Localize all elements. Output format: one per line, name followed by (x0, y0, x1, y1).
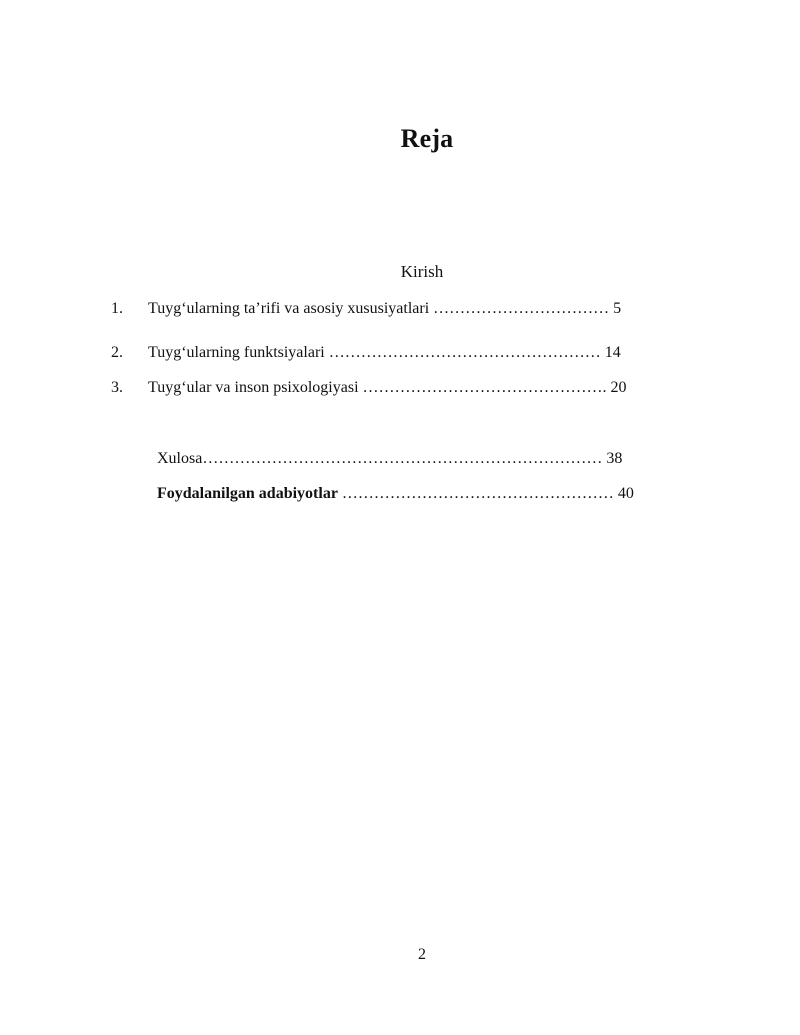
toc-item-number: 3. (111, 379, 123, 396)
references-leader: …………………………………………… 40 (337, 485, 634, 502)
toc-item-text: Tuyg‘ularning funktsiyalari …………………………………………… 14 (148, 344, 621, 361)
page-number: 2 (418, 946, 426, 963)
references-label: Foydalanilgan adabiyotlar (157, 485, 338, 502)
toc-item-text: Tuyg‘ularning ta’rifi va asosiy xususiyatlari …………………………… 5 (148, 300, 622, 317)
toc-item-text: Tuyg‘ular va inson psixologiyasi ………………………………………. 20 (148, 379, 627, 396)
toc-item-number: 2. (111, 344, 123, 361)
page-title: Reja (400, 124, 454, 153)
toc-item-number: 1. (111, 300, 123, 317)
references-entry (157, 485, 634, 503)
conclusion-entry: Xulosa………………………………………………………………… 38 (157, 450, 623, 467)
intro-heading: Kirish (400, 262, 444, 281)
